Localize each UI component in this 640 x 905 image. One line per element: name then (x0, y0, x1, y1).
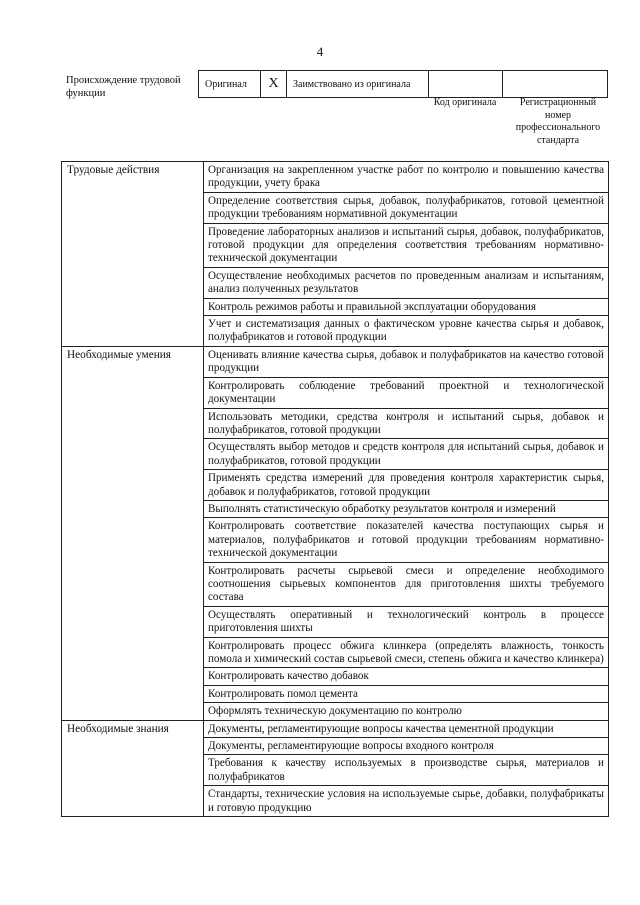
section-item: Контролировать соответствие показателей качества поступающих сырья и материалов, полуфабрикатов и готовой продукции требованиям нормативно-технической документации (204, 518, 609, 562)
section-item: Требования к качеству используемых в производстве сырья, материалов и полуфабрикатов (204, 755, 609, 786)
section-item: Стандарты, технические условия на используемые сырье, добавки, полуфабрикаты и готовую продукцию (204, 786, 609, 817)
function-table-body (62, 162, 609, 817)
section-item: Оформлять техническую документацию по контролю (204, 703, 609, 720)
section-title: Необходимые знания (62, 720, 204, 816)
section-item: Проведение лабораторных анализов и испытаний сырья, добавок, полуфабрикатов, готовой продукции для определения соответствия требованиям нормативно-технической документации (204, 223, 609, 267)
section-title: Необходимые умения (62, 346, 204, 720)
origin-original-cell: Оригинал (199, 71, 261, 97)
section-item: Осуществлять оперативный и технологический контроль в процессе приготовления шихты (204, 606, 609, 637)
section-item: Определение соответствия сырья, добавок, полуфабрикатов, готовой цементной продукции требованиям нормативной документации (204, 192, 609, 223)
section-item: Оценивать влияние качества сырья, добавок и полуфабрикатов на качество готовой продукции (204, 346, 609, 377)
section-item: Контролировать помол цемента (204, 685, 609, 702)
section-item: Контролировать расчеты сырьевой смеси и определение необходимого соотношения сырьевых компонентов для приготовления шихты требуемого состава (204, 562, 609, 606)
section-item: Осуществление необходимых расчетов по проведенным анализам и испытаниям, анализ полученных результатов (204, 267, 609, 298)
section-item: Организация на закрепленном участке работ по контролю и повышению качества продукции, учету брака (204, 162, 609, 193)
origin-code-cell (429, 71, 503, 97)
section-item: Выполнять статистическую обработку результатов контроля и измерений (204, 500, 609, 517)
code-caption: Код оригинала (433, 97, 497, 108)
section-item: Учет и систематизация данных о фактическом уровне качества сырья и добавок, полуфабрикатов и готовой продукции (204, 316, 609, 347)
origin-reg-number-cell (503, 71, 607, 97)
table-row (62, 162, 609, 193)
section-title: Трудовые действия (62, 162, 204, 347)
section-item: Контролировать качество добавок (204, 668, 609, 685)
table-row (62, 346, 609, 377)
origin-label: Происхождение трудовой функции (66, 75, 181, 99)
origin-borrowed-cell: Заимствовано из оригинала (287, 71, 429, 97)
section-item: Контролировать процесс обжига клинкера (определять влажность, тонкость помола и химический состав сырьевой смеси, степень обжига и качество клинкера) (204, 637, 609, 668)
reg-number-caption: Регистрационный номер профессионального стандарта (515, 97, 601, 146)
section-item: Документы, регламентирующие вопросы качества цементной продукции (204, 720, 609, 737)
section-item: Использовать методики, средства контроля и испытаний сырья, добавок и полуфабрикатов, готовой продукции (204, 408, 609, 439)
origin-mark-cell: X (261, 71, 287, 97)
section-item: Контролировать соблюдение требований проектной и технологической документации (204, 377, 609, 408)
function-table (61, 161, 609, 817)
origin-table (198, 70, 608, 98)
table-row (62, 720, 609, 737)
section-item: Контроль режимов работы и правильной эксплуатации оборудования (204, 298, 609, 315)
page-number: 4 (316, 44, 324, 59)
section-item: Осуществлять выбор методов и средств контроля для испытаний сырья, добавок и полуфабрикатов, готовой продукции (204, 439, 609, 470)
section-item: Документы, регламентирующие вопросы входного контроля (204, 738, 609, 755)
section-item: Применять средства измерений для проведения контроля характеристик сырья, добавок и полуфабрикатов, готовой продукции (204, 470, 609, 501)
